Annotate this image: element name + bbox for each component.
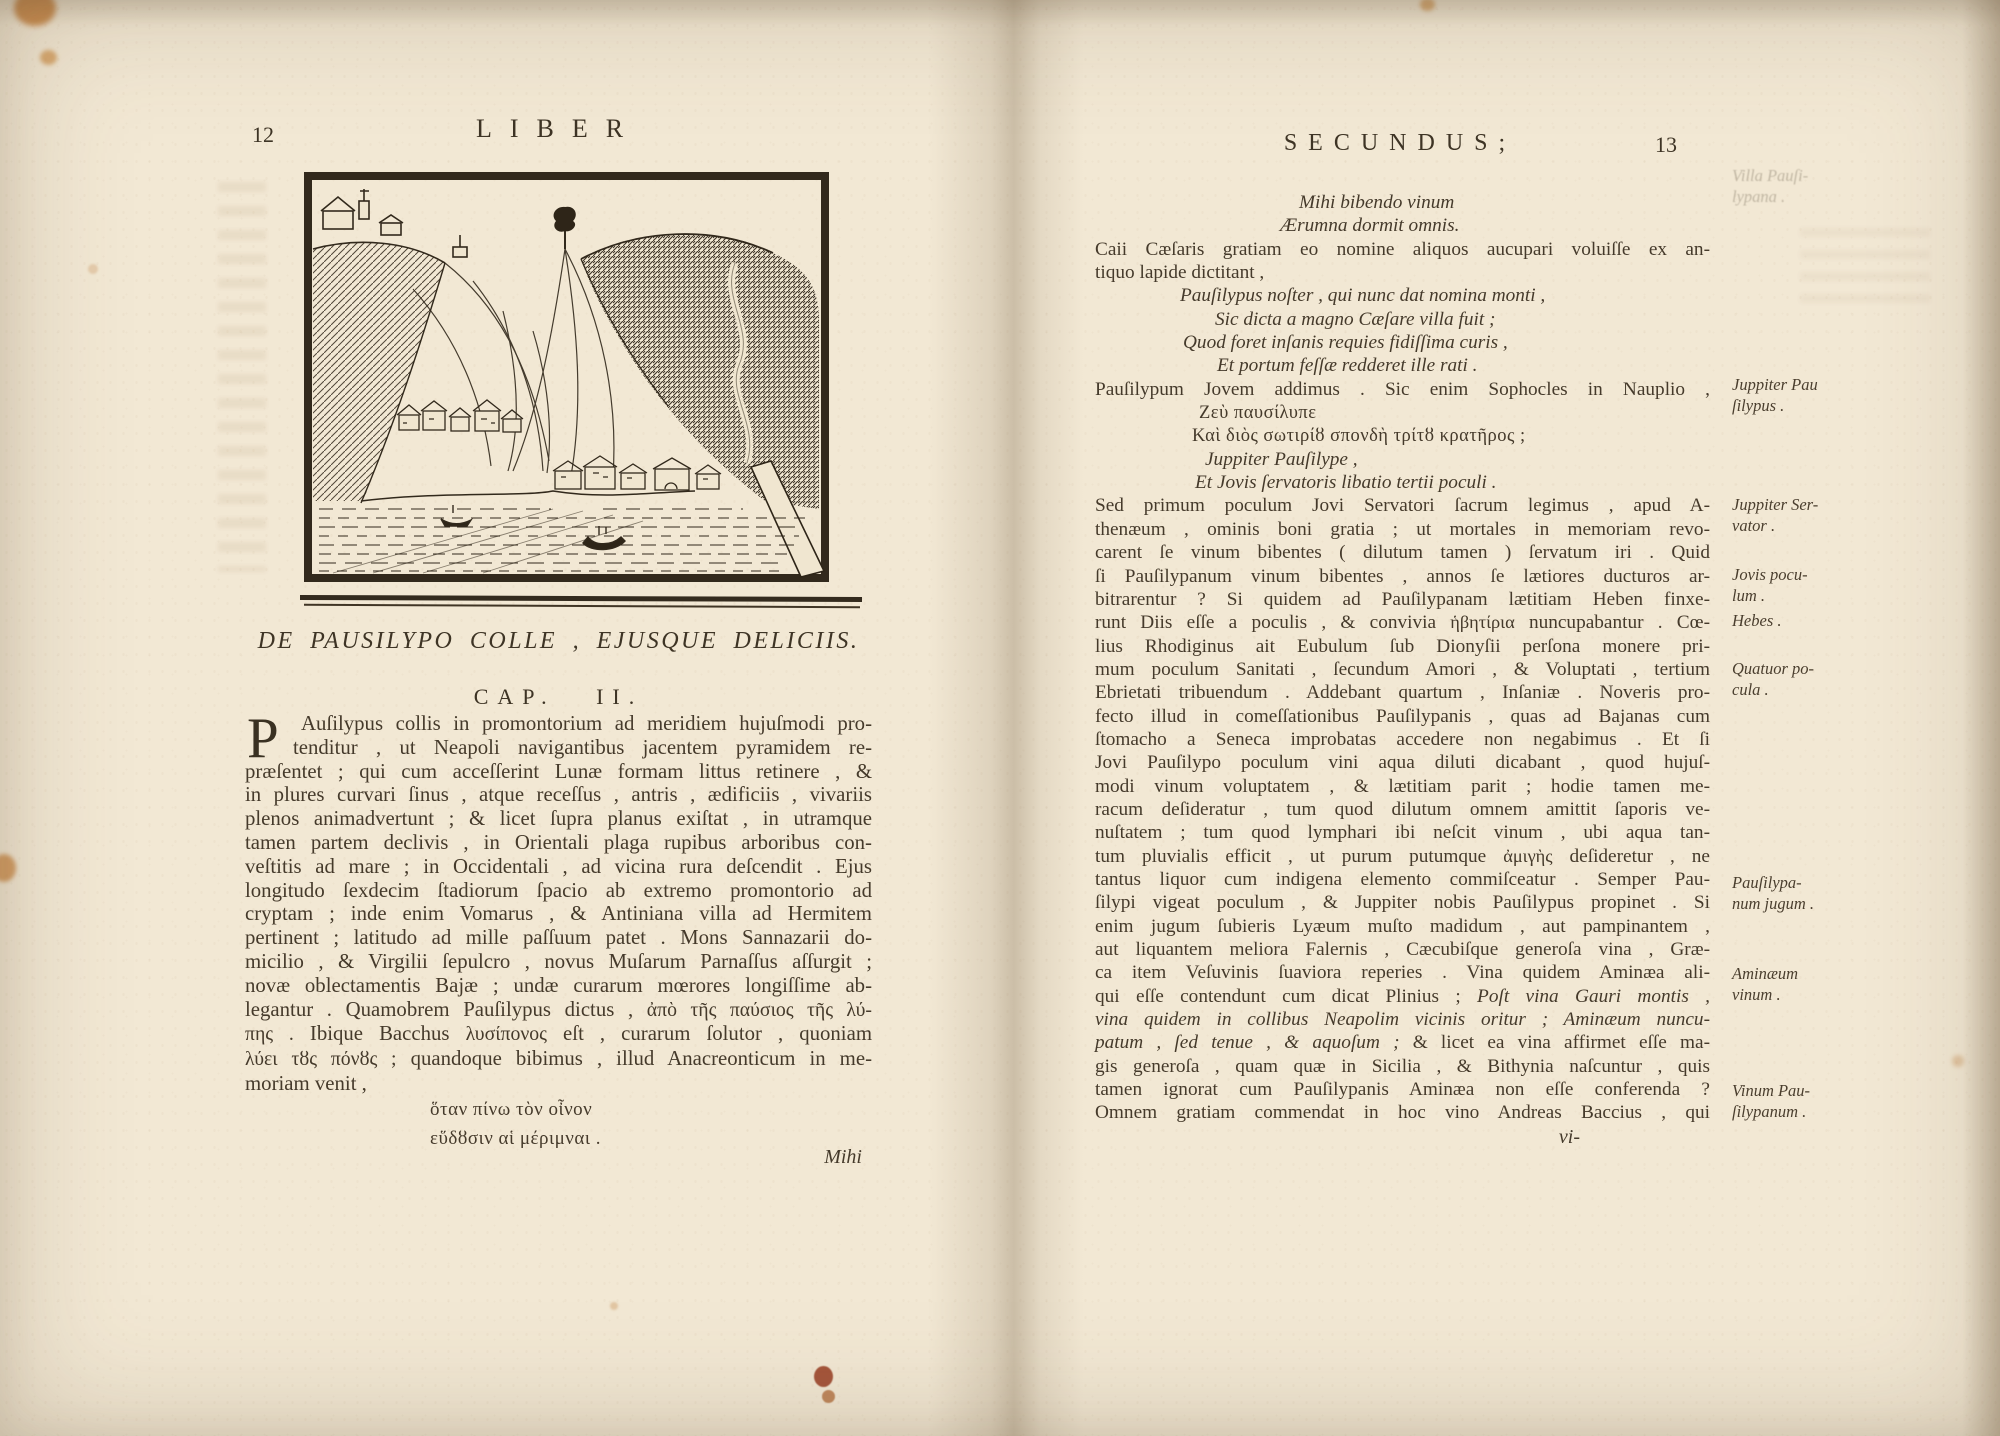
show-through-left-margin xyxy=(218,182,266,572)
woodcut-illustration xyxy=(303,171,830,585)
margin-note: Aminæum vinum . xyxy=(1732,964,1798,1004)
text-line: Pauſilypum Jovem addimus . Sic enim Sophocles in Nauplio , xyxy=(1095,378,1710,400)
top-edge-shadow xyxy=(0,0,2000,26)
text-line: tiquo lapide dictitant , xyxy=(1095,262,1265,284)
greek-verse-line: εὕδȣσιν αἱ μέριμναι . xyxy=(430,1127,601,1149)
text-line: nuſtatem ; tum quod lymphari ibi neſcit vinum , ubi aqua tan- xyxy=(1095,822,1710,844)
chapter-title: DE PAUSILYPO COLLE , EJUSQUE DELICIIS. xyxy=(257,628,860,654)
section-rule-thin xyxy=(304,604,860,608)
chapter-number: CAP. II. xyxy=(473,684,644,709)
foxing-spot xyxy=(610,1302,618,1310)
margin-note: Juppiter Pau ſilypus . xyxy=(1732,375,1818,415)
text-line: moriam venit , xyxy=(245,1071,367,1095)
text-line: tamen partem declivis , in Orientali plaga rupibus arboribus con- xyxy=(245,830,872,854)
text-line: mum poculum Sanitati , ſecundum Amori , & Voluptati , tertium xyxy=(1095,658,1710,680)
text-line: tantus liquor cum indigena elemento commiſceatur . Semper Pau- xyxy=(1095,868,1710,890)
text-line: Pauſilypus noſter , qui nunc dat nomina monti , xyxy=(1180,285,1546,307)
running-header-left: LIBER xyxy=(475,114,642,143)
text-line: Mihi bibendo vinum xyxy=(1299,192,1455,213)
text-line: racum deſideratur , tum quod dilutum omnem amittit ſaporis ve- xyxy=(1095,798,1710,820)
text-line: λύει τȣς πόνȣς ; quandoque bibimus , illud Anacreonticum in me- xyxy=(245,1047,872,1071)
page-number-right: 13 xyxy=(1655,132,1677,157)
body-text-left xyxy=(245,707,872,1096)
text-line: Ærumna dormit omnis. xyxy=(1280,215,1460,237)
text-line: pertinent ; latitudo ad mille paſſuum patet . Mons Sannazarii do- xyxy=(245,926,872,950)
text-line: patum , ſed tenue , & aquoſum ; & licet ea vina affirmet eſſe ma- xyxy=(1095,1032,1711,1054)
foxing-spot xyxy=(1420,0,1435,11)
text-line: tum pluvialis efficit , ut purum putumque ἀμιγὴς deſideretur , ne xyxy=(1095,845,1710,867)
text-line: Caii Cæſaris gratiam eo nomine aliquos aucupari voluiſſe ex an- xyxy=(1095,238,1710,260)
text-line: micilio , & Virgilii ſepulcro , novus Muſarum Parnaſſus aſſurgit ; xyxy=(245,949,872,973)
text-line: Et Jovis ſervatoris libatio tertii poculi . xyxy=(1195,472,1497,494)
text-line: Juppiter Pauſilype , xyxy=(1205,448,1358,470)
gutter-shadow xyxy=(928,0,1084,1436)
drop-cap: P xyxy=(247,707,279,770)
text-line: Sic dicta a magno Cæſare villa fuit ; xyxy=(1215,308,1496,330)
text-line: Ζεὺ παυσίλυπε xyxy=(1199,402,1317,424)
text-line: ca item Veſuvinis ſuaviora reperies . Vina quidem Aminæa ali- xyxy=(1095,962,1710,984)
text-line: fecto illud in comeſſationibus Pauſilypanis , quas ad Bajanas cum xyxy=(1095,705,1710,727)
catchword-left: Mihi xyxy=(824,1146,862,1168)
text-line: Καὶ διὸς σωτιρίȣ σπονδὴ τρίτȣ κρατῆρος ; xyxy=(1192,425,1526,447)
text-line: ſtomacho a Seneca improbatas accedere non negabimus . Et ſi xyxy=(1095,728,1710,750)
text-line: tamen ignorat cum Pauſilypanis Aminæa non eſſe conferenda ? xyxy=(1095,1079,1710,1101)
text-line: thenæum , ominis boni gratia ; ut mortales in memoriam revo- xyxy=(1095,518,1710,540)
ghost-margin-note-column xyxy=(1732,0,1972,1436)
ghost-margin-note: Villa Pauſi- lypana . xyxy=(1732,166,1809,206)
text-line: Quod foret inſanis requies fidiſſima curis , xyxy=(1183,332,1508,354)
text-line: longitudo ſexdecim ſtadiorum ſpacio ab extremo promontorio ad xyxy=(245,878,872,902)
text-line: plenos animadvertunt ; & licet ſupra planus exiſtat , in utramque xyxy=(245,807,872,831)
text-line: in plures curvari ſinus , atque receſſus , antris , ædificiis , vivariis xyxy=(245,783,872,807)
text-line: legantur . Quamobrem Pauſilypus dictus , ἀπὸ τῆς παύσιος τῆς λύ- xyxy=(245,997,872,1021)
foxing-spot xyxy=(88,264,98,274)
margin-note: Pauſilypa- num jugum . xyxy=(1732,873,1815,913)
text-line: Jovi Pauſilypo poculum vini aqua diluti dicabant , quod hujuſ- xyxy=(1095,752,1710,774)
foxing-spot xyxy=(14,0,56,26)
text-line: qui eſſe contendunt cum dicat Plinius ; Poſt vina Gauri montis , xyxy=(1095,985,1710,1007)
section-rule-thick xyxy=(300,595,862,602)
running-header-right: SECUNDUS; xyxy=(1283,130,1517,156)
text-line: πης . Ibique Bacchus λυσίπονος eſt , curarum ſolutor , quoniam xyxy=(245,1022,872,1046)
text-line: lius Rhodiginus ait Eubulum ſub Dionyſii perſona monere pri- xyxy=(1095,635,1710,657)
text-line: carent ſe vinum bibentes ( dilutum tamen ) ſervatum iri . Quid xyxy=(1095,542,1710,564)
body-text-right xyxy=(1095,191,1710,1125)
text-line: ſilypi vigeat poculum , & Juppiter nobis Pauſilypus propinet . Si xyxy=(1095,892,1710,914)
margin-note: Jovis pocu- lum . xyxy=(1732,565,1808,605)
text-line: ſi Pauſilypanum vinum bibentes , annos ſe lætiores ducturos ar- xyxy=(1095,565,1710,587)
text-line: aut liquantem meliora Falernis , Cæcubiſque generoſa vina , Græ- xyxy=(1095,939,1710,960)
text-line: modi vinum voluptatem , & lætitiam parit ; hodie tamen me- xyxy=(1095,775,1710,797)
greek-verse xyxy=(430,1096,601,1153)
text-line: præſentet ; qui cum acceſſerint Lunæ formam littus retinere , & xyxy=(245,759,872,783)
red-ink-spot xyxy=(822,1390,835,1403)
foxing-spot xyxy=(0,854,16,882)
text-line: tenditur , ut Neapoli navigantibus jacentem pyramidem re- xyxy=(293,735,872,759)
margin-note: Juppiter Ser- vator . xyxy=(1732,495,1819,535)
text-line: enim jugum ſubieris Lyæum muſto madidum , aut pampinantem , xyxy=(1095,915,1710,937)
page-number-left: 12 xyxy=(252,122,274,147)
greek-verse-line: ὅταν πίνω τὸν οἶνον xyxy=(430,1099,593,1120)
margin-note: Hebes . xyxy=(1732,611,1782,630)
text-line: novæ oblectamentis Bajæ ; undæ curarum mœrores longiſſime ab- xyxy=(245,973,872,997)
text-line: runt Diis eſſe a poculis , & convivia ἡβητίρια nuncupabantur . Cœ- xyxy=(1095,612,1710,634)
margin-note: Vinum Pau- ſilypanum . xyxy=(1732,1081,1811,1121)
text-line: bitrarentur ? Si quidem ad Pauſilypanam lætitiam Heben finxe- xyxy=(1095,588,1710,610)
text-line: Auſilypus collis in promontorium ad meridiem hujuſmodi pro- xyxy=(301,712,872,735)
text-line: vina quidem in collibus Neapolim vicinis oritur ; Aminæum nuncu- xyxy=(1095,1009,1710,1031)
text-line: Et portum feſſæ redderet ille rati . xyxy=(1217,355,1478,377)
red-ink-spot xyxy=(814,1366,833,1387)
text-line: Omnem gratiam commendat in hoc vino Andreas Baccius , qui xyxy=(1095,1102,1710,1124)
text-line: gis generoſa , quam quæ in Sicilia , & Bithynia naſcuntur , quis xyxy=(1095,1055,1710,1077)
text-line: Ebrietati tribuendum . Addebant quartum , Inſaniæ . Noveris pro- xyxy=(1095,682,1710,704)
text-line: Sed primum poculum Jovi Servatori ſacrum legimus , apud A- xyxy=(1095,495,1710,517)
text-line: veſtitis ad mare ; in Occidentali , ad vicina rura deſcendit . Ejus xyxy=(245,854,872,878)
margin-note: Quatuor po- cula . xyxy=(1732,659,1815,699)
catchword-right: vi- xyxy=(1558,1126,1580,1148)
foxing-spot xyxy=(40,50,57,65)
text-line: cryptam ; inde enim Vomarus , & Antiniana villa ad Hermitem xyxy=(245,902,872,926)
